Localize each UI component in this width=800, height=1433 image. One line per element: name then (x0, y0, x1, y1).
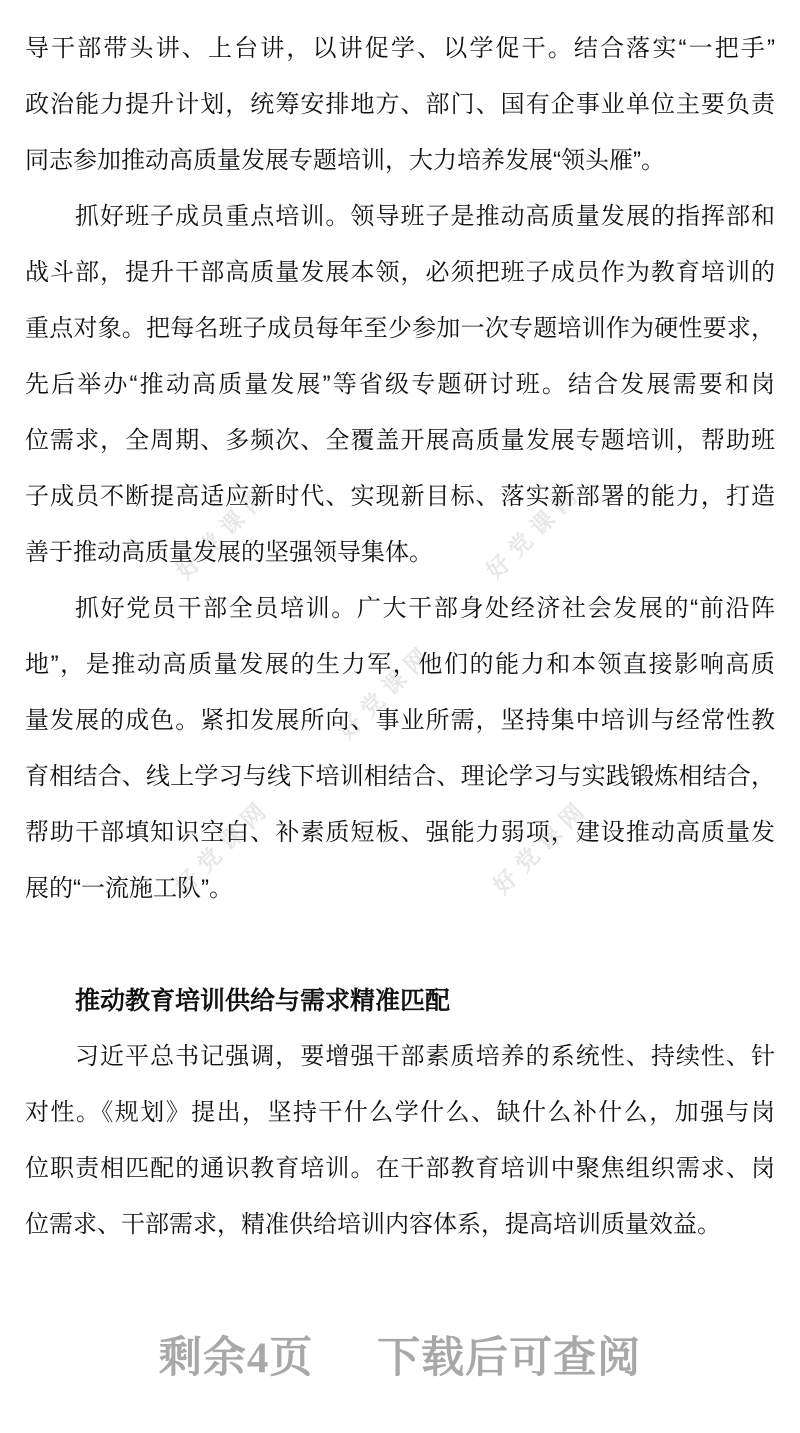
document-body (25, 21, 775, 1253)
text-line: 政治能力提升计划，统筹安排地方、部门、国有企事业单位主要负责 (25, 91, 775, 118)
text-line: 量发展的成色。紧扣发展所向、事业所需，坚持集中培训与经常性教 (25, 707, 775, 734)
text-line: 善于推动高质量发展的坚强领导集体。 (25, 539, 433, 566)
text-line: 地”，是推动高质量发展的生力军，他们的能力和本领直接影响高质 (25, 651, 775, 678)
text-line: 导干部带头讲、上台讲，以讲促学、以学促干。结合落实“一把手” (25, 35, 775, 62)
text-line: 育相结合、线上学习与线下培训相结合、理论学习与实践锻炼相结合， (25, 763, 775, 790)
site-watermark: 好党课网 (481, 478, 588, 585)
text-line: 展的“一流施工队”。 (25, 875, 233, 902)
download-hint-label: 下载后可查阅 (377, 1335, 642, 1382)
section-heading: 推动教育培训供给与需求精准匹配 (75, 987, 451, 1015)
site-watermark: 好党课网 (488, 793, 595, 900)
text-line: 战斗部，提升干部高质量发展本领，必须把班子成员作为教育培训的 (25, 259, 775, 286)
text-line: 子成员不断提高适应新时代、实现新目标、落实新部署的能力，打造 (25, 483, 775, 510)
remaining-pages-label: 剩余4页 (158, 1335, 314, 1382)
page-preview-notice (0, 1324, 800, 1380)
site-watermark: 好党课网 (170, 793, 277, 900)
text-line: 抓好班子成员重点培训。领导班子是推动高质量发展的指挥部和 (75, 203, 775, 230)
text-line: 同志参加推动高质量发展专题培训，大力培养发展“领头雁”。 (25, 147, 665, 174)
text-line: 位需求、干部需求，精准供给培训内容体系，提高培训质量效益。 (25, 1211, 721, 1238)
site-watermark: 好党课网 (333, 638, 440, 745)
text-line: 重点对象。把每名班子成员每年至少参加一次专题培训作为硬性要求， (25, 315, 775, 342)
text-line: 对性。《规划》提出，坚持干什么学什么、缺什么补什么，加强与岗 (25, 1099, 775, 1126)
site-watermark: 好党课网 (171, 478, 278, 585)
text-line: 位职责相匹配的通识教育培训。在干部教育培训中聚焦组织需求、岗 (25, 1155, 775, 1182)
text-line: 先后举办“推动高质量发展”等省级专题研讨班。结合发展需要和岗 (25, 371, 775, 398)
text-line: 习近平总书记强调，要增强干部素质培养的系统性、持续性、针 (75, 1043, 775, 1070)
text-line: 帮助干部填知识空白、补素质短板、强能力弱项，建设推动高质量发 (25, 819, 775, 846)
text-line: 位需求，全周期、多频次、全覆盖开展高质量发展专题培训，帮助班 (25, 427, 775, 454)
text-line: 抓好党员干部全员培训。广大干部身处经济社会发展的“前沿阵 (75, 595, 775, 622)
